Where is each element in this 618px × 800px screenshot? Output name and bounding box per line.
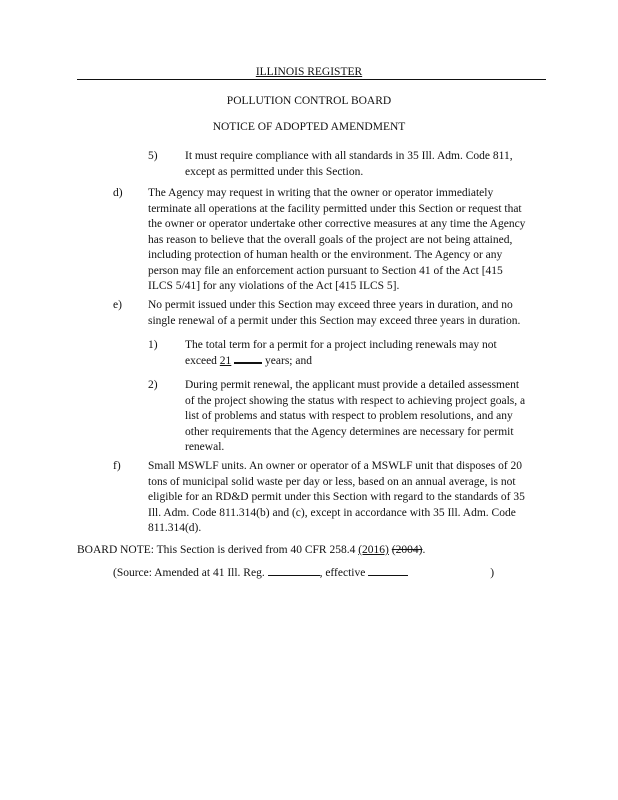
item-f-number: f) (113, 460, 121, 472)
board-note: BOARD NOTE: This Section is derived from 40 CFR 258.4 (2016) (2004). (77, 544, 426, 556)
inserted-term: 21 (219, 354, 232, 367)
source-line: (Source: Amended at 41 Ill. Reg. , effective ) (113, 567, 495, 579)
item-e-text: No permit issued under this Section may exceed three years in duration, and no single renewal of a permit under this Section may exceed three years in duration. (148, 299, 521, 327)
item-c5-number: 5) (148, 150, 158, 162)
deleted-term-mark (234, 362, 262, 364)
item-d-number: d) (113, 187, 123, 199)
deleted-year: (2004) (391, 544, 423, 556)
notice-title: NOTICE OF ADOPTED AMENDMENT (212, 121, 406, 133)
item-c5-text: It must require compliance with all standards in 35 Ill. Adm. Code 811, except as permitted under this Section. (185, 150, 513, 178)
item-f-text: Small MSWLF units. An owner or operator of a MSWLF unit that disposes of 20 tons of municipal solid waste per day or less, based on an annual average, is not eligible for an RD&D permit under this Section with regard to the standards of 35 Ill. Adm. Code 811.314(b) and (c), except in accordance with 35 Ill. Adm. Code 811.314(d). (148, 460, 525, 534)
reg-blank (268, 575, 320, 576)
item-e-number: e) (113, 299, 122, 311)
register-title: ILLINOIS REGISTER (255, 66, 363, 78)
board-title: POLLUTION CONTROL BOARD (226, 95, 392, 107)
item-e1-number: 1) (148, 339, 158, 351)
item-e2-text: During permit renewal, the applicant must provide a detailed assessment of the project showing the status with respect to achieving project goals, a list of problems and status with respect to problem resolutions, and any other requirements that the Agency determines are necessary for permit renewal. (185, 379, 526, 453)
item-d-text: The Agency may request in writing that the owner or operator immediately terminate all operations at the facility permitted under this Section or request that the owner or operator undertake other corrective measures at any time the Agency has reason to believe that the overall goals of the project are not being attained, including protection of human health or the environment. The Agency or any person may file an enforcement action pursuant to Section 41 of the Act [415 ILCS 5/41] for any violations of the Act [415 ILCS 5]. (148, 187, 526, 292)
item-e2-number: 2) (148, 379, 158, 391)
item-e1-text: The total term for a permit for a project including renewals may not exceed 21 years; and (185, 338, 565, 369)
effective-blank (368, 575, 408, 576)
item-e1-line2: exceed 21 years; and (185, 354, 312, 367)
inserted-year: (2016) (358, 544, 389, 556)
